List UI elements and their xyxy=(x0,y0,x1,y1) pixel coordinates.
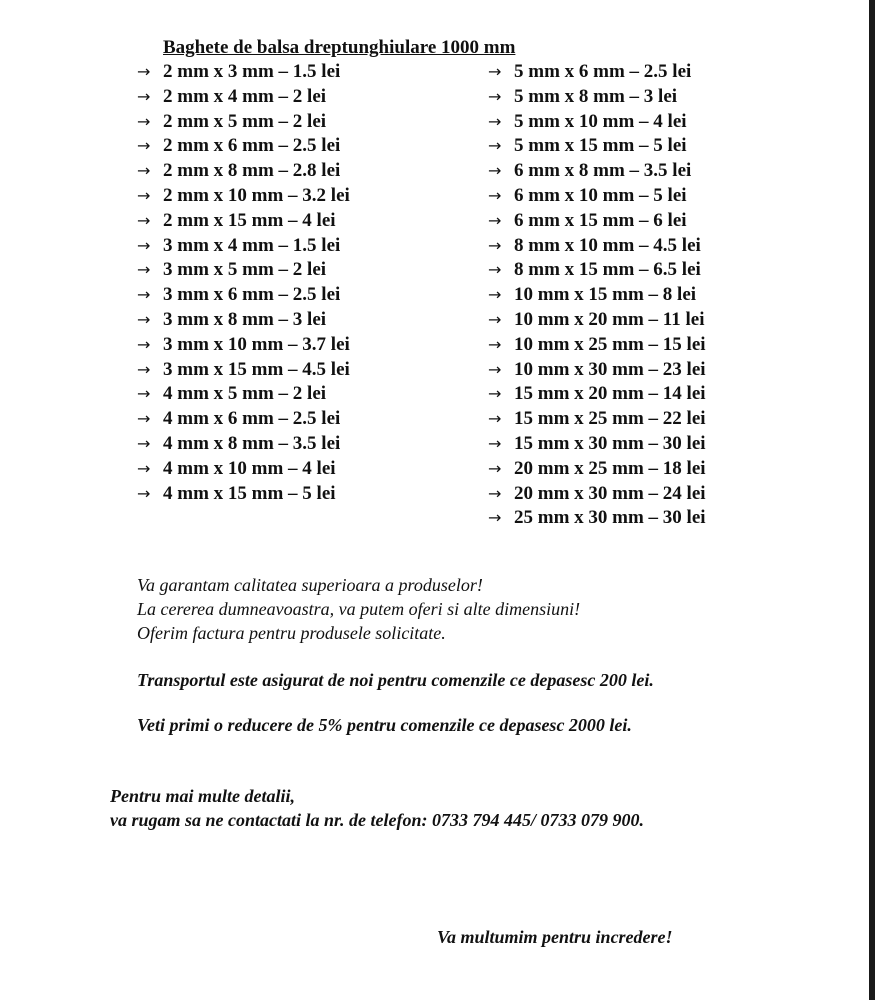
price-list-item-text: 5 mm x 15 mm – 5 lei xyxy=(514,135,687,157)
arrow-right-icon: → xyxy=(488,359,502,379)
quality-note: Va garantam calitatea superioara a produselor! xyxy=(137,575,483,595)
price-list-item-text: 6 mm x 15 mm – 6 lei xyxy=(514,209,687,231)
price-list-right-column xyxy=(488,60,706,531)
price-list-item xyxy=(488,506,706,531)
price-list-item-text: 3 mm x 6 mm – 2.5 lei xyxy=(163,284,341,306)
price-list-item-text: 6 mm x 10 mm – 5 lei xyxy=(514,184,687,206)
price-list-item-text: 3 mm x 4 mm – 1.5 lei xyxy=(163,234,341,256)
discount-note: Veti primi o reducere de 5% pentru comenzile ce depasesc 2000 lei. xyxy=(137,715,632,735)
price-list-item-text: 2 mm x 4 mm – 2 lei xyxy=(163,85,327,107)
price-list-item xyxy=(137,333,350,358)
price-list-item xyxy=(137,482,350,507)
arrow-right-icon: → xyxy=(137,86,151,106)
price-list-item xyxy=(137,432,350,457)
price-list-item xyxy=(488,60,706,85)
arrow-right-icon: → xyxy=(488,86,502,106)
arrow-right-icon: → xyxy=(488,185,502,205)
price-list-item xyxy=(137,110,350,135)
price-list-left-column xyxy=(137,60,350,506)
arrow-right-icon: → xyxy=(137,433,151,453)
price-list-item xyxy=(137,382,350,407)
arrow-right-icon: → xyxy=(488,483,502,503)
price-list-item xyxy=(137,407,350,432)
price-list-item xyxy=(488,432,706,457)
price-list-item xyxy=(488,110,706,135)
price-list-item-text: 3 mm x 5 mm – 2 lei xyxy=(163,259,327,281)
price-list-item-text: 4 mm x 6 mm – 2.5 lei xyxy=(163,408,341,430)
price-list-item xyxy=(488,234,706,259)
price-list-item-text: 8 mm x 10 mm – 4.5 lei xyxy=(514,234,701,256)
price-list-item xyxy=(137,308,350,333)
arrow-right-icon: → xyxy=(137,235,151,255)
price-list-item-text: 25 mm x 30 mm – 30 lei xyxy=(514,507,706,529)
price-list-item-text: 10 mm x 30 mm – 23 lei xyxy=(514,358,706,380)
price-list-item xyxy=(488,283,706,308)
price-list-item xyxy=(488,382,706,407)
price-list-item-text: 15 mm x 25 mm – 22 lei xyxy=(514,408,706,430)
price-list-item xyxy=(488,358,706,383)
price-list-item-text: 3 mm x 10 mm – 3.7 lei xyxy=(163,333,350,355)
document-title: Baghete de balsa dreptunghiulare 1000 mm xyxy=(163,37,516,58)
price-list-item-text: 2 mm x 8 mm – 2.8 lei xyxy=(163,160,341,182)
price-list-item-text: 8 mm x 15 mm – 6.5 lei xyxy=(514,259,701,281)
price-list-item xyxy=(488,482,706,507)
price-list-item-text: 15 mm x 20 mm – 14 lei xyxy=(514,383,706,405)
arrow-right-icon: → xyxy=(137,111,151,131)
price-list-item-text: 3 mm x 15 mm – 4.5 lei xyxy=(163,358,350,380)
arrow-right-icon: → xyxy=(137,260,151,280)
price-list-item-text: 2 mm x 5 mm – 2 lei xyxy=(163,110,327,132)
price-list-item-text: 5 mm x 10 mm – 4 lei xyxy=(514,110,687,132)
arrow-right-icon: → xyxy=(488,111,502,131)
price-list-item-text: 15 mm x 30 mm – 30 lei xyxy=(514,432,706,454)
arrow-right-icon: → xyxy=(137,62,151,81)
price-list-item-text: 2 mm x 10 mm – 3.2 lei xyxy=(163,184,350,206)
price-list-item xyxy=(488,159,706,184)
arrow-right-icon: → xyxy=(137,136,151,156)
price-list-item-text: 2 mm x 6 mm – 2.5 lei xyxy=(163,135,341,157)
price-list-item-text: 10 mm x 25 mm – 15 lei xyxy=(514,333,706,355)
arrow-right-icon: → xyxy=(488,384,502,404)
arrow-right-icon: → xyxy=(488,235,502,255)
price-list-item xyxy=(137,258,350,283)
price-list-item-text: 6 mm x 8 mm – 3.5 lei xyxy=(514,160,692,182)
price-list-item-text: 2 mm x 3 mm – 1.5 lei xyxy=(163,61,341,82)
invoice-note: Oferim factura pentru produsele solicitate. xyxy=(137,623,446,643)
arrow-right-icon: → xyxy=(488,508,502,528)
price-list-item-text: 3 mm x 8 mm – 3 lei xyxy=(163,308,327,330)
arrow-right-icon: → xyxy=(137,309,151,329)
price-list-item xyxy=(137,234,350,259)
price-list-item xyxy=(488,258,706,283)
price-list-item xyxy=(488,184,706,209)
price-list-item-text: 20 mm x 30 mm – 24 lei xyxy=(514,482,706,504)
price-list-item xyxy=(137,358,350,383)
arrow-right-icon: → xyxy=(137,285,151,305)
price-list-item xyxy=(488,457,706,482)
arrow-right-icon: → xyxy=(137,210,151,230)
page-edge-border xyxy=(869,0,875,1000)
arrow-right-icon: → xyxy=(137,334,151,354)
price-list-item-text: 20 mm x 25 mm – 18 lei xyxy=(514,457,706,479)
arrow-right-icon: → xyxy=(137,384,151,404)
price-list-item-text: 4 mm x 5 mm – 2 lei xyxy=(163,383,327,405)
arrow-right-icon: → xyxy=(488,409,502,429)
arrow-right-icon: → xyxy=(137,483,151,503)
arrow-right-icon: → xyxy=(488,458,502,478)
arrow-right-icon: → xyxy=(488,136,502,156)
price-list-item xyxy=(137,134,350,159)
arrow-right-icon: → xyxy=(488,433,502,453)
price-list-item xyxy=(488,85,706,110)
price-list-item xyxy=(137,457,350,482)
price-list-item-text: 4 mm x 15 mm – 5 lei xyxy=(163,482,336,504)
price-list-item-text: 2 mm x 15 mm – 4 lei xyxy=(163,209,336,231)
price-list-item xyxy=(488,407,706,432)
arrow-right-icon: → xyxy=(137,409,151,429)
price-list-item xyxy=(137,159,350,184)
price-list-item xyxy=(488,209,706,234)
arrow-right-icon: → xyxy=(137,359,151,379)
arrow-right-icon: → xyxy=(488,309,502,329)
price-list-item xyxy=(488,333,706,358)
price-list-item xyxy=(137,283,350,308)
arrow-right-icon: → xyxy=(488,334,502,354)
arrow-right-icon: → xyxy=(488,210,502,230)
arrow-right-icon: → xyxy=(137,458,151,478)
price-list-item xyxy=(137,184,350,209)
arrow-right-icon: → xyxy=(488,260,502,280)
contact-phone: va rugam sa ne contactati la nr. de telefon: 0733 794 445/ 0733 079 900. xyxy=(110,810,644,830)
price-list-item-text: 10 mm x 20 mm – 11 lei xyxy=(514,308,705,330)
thanks-message: Va multumim pentru incredere! xyxy=(437,927,673,947)
price-list-item-text: 4 mm x 8 mm – 3.5 lei xyxy=(163,432,341,454)
price-list-item-text: 5 mm x 6 mm – 2.5 lei xyxy=(514,61,692,82)
arrow-right-icon: → xyxy=(137,185,151,205)
price-list-item xyxy=(137,85,350,110)
dimensions-note: La cererea dumneavoastra, va putem oferi si alte dimensiuni! xyxy=(137,599,581,619)
price-list-item xyxy=(488,134,706,159)
price-list-item-text: 10 mm x 15 mm – 8 lei xyxy=(514,284,697,306)
price-list-item-text: 5 mm x 8 mm – 3 lei xyxy=(514,85,678,107)
price-list-item-text: 4 mm x 10 mm – 4 lei xyxy=(163,457,336,479)
arrow-right-icon: → xyxy=(488,161,502,181)
arrow-right-icon: → xyxy=(137,161,151,181)
transport-note: Transportul este asigurat de noi pentru comenzile ce depasesc 200 lei. xyxy=(137,670,654,690)
price-list-item xyxy=(488,308,706,333)
contact-intro: Pentru mai multe detalii, xyxy=(110,786,296,806)
price-list-item xyxy=(137,209,350,234)
arrow-right-icon: → xyxy=(488,62,502,81)
price-list-item xyxy=(137,60,350,85)
arrow-right-icon: → xyxy=(488,285,502,305)
